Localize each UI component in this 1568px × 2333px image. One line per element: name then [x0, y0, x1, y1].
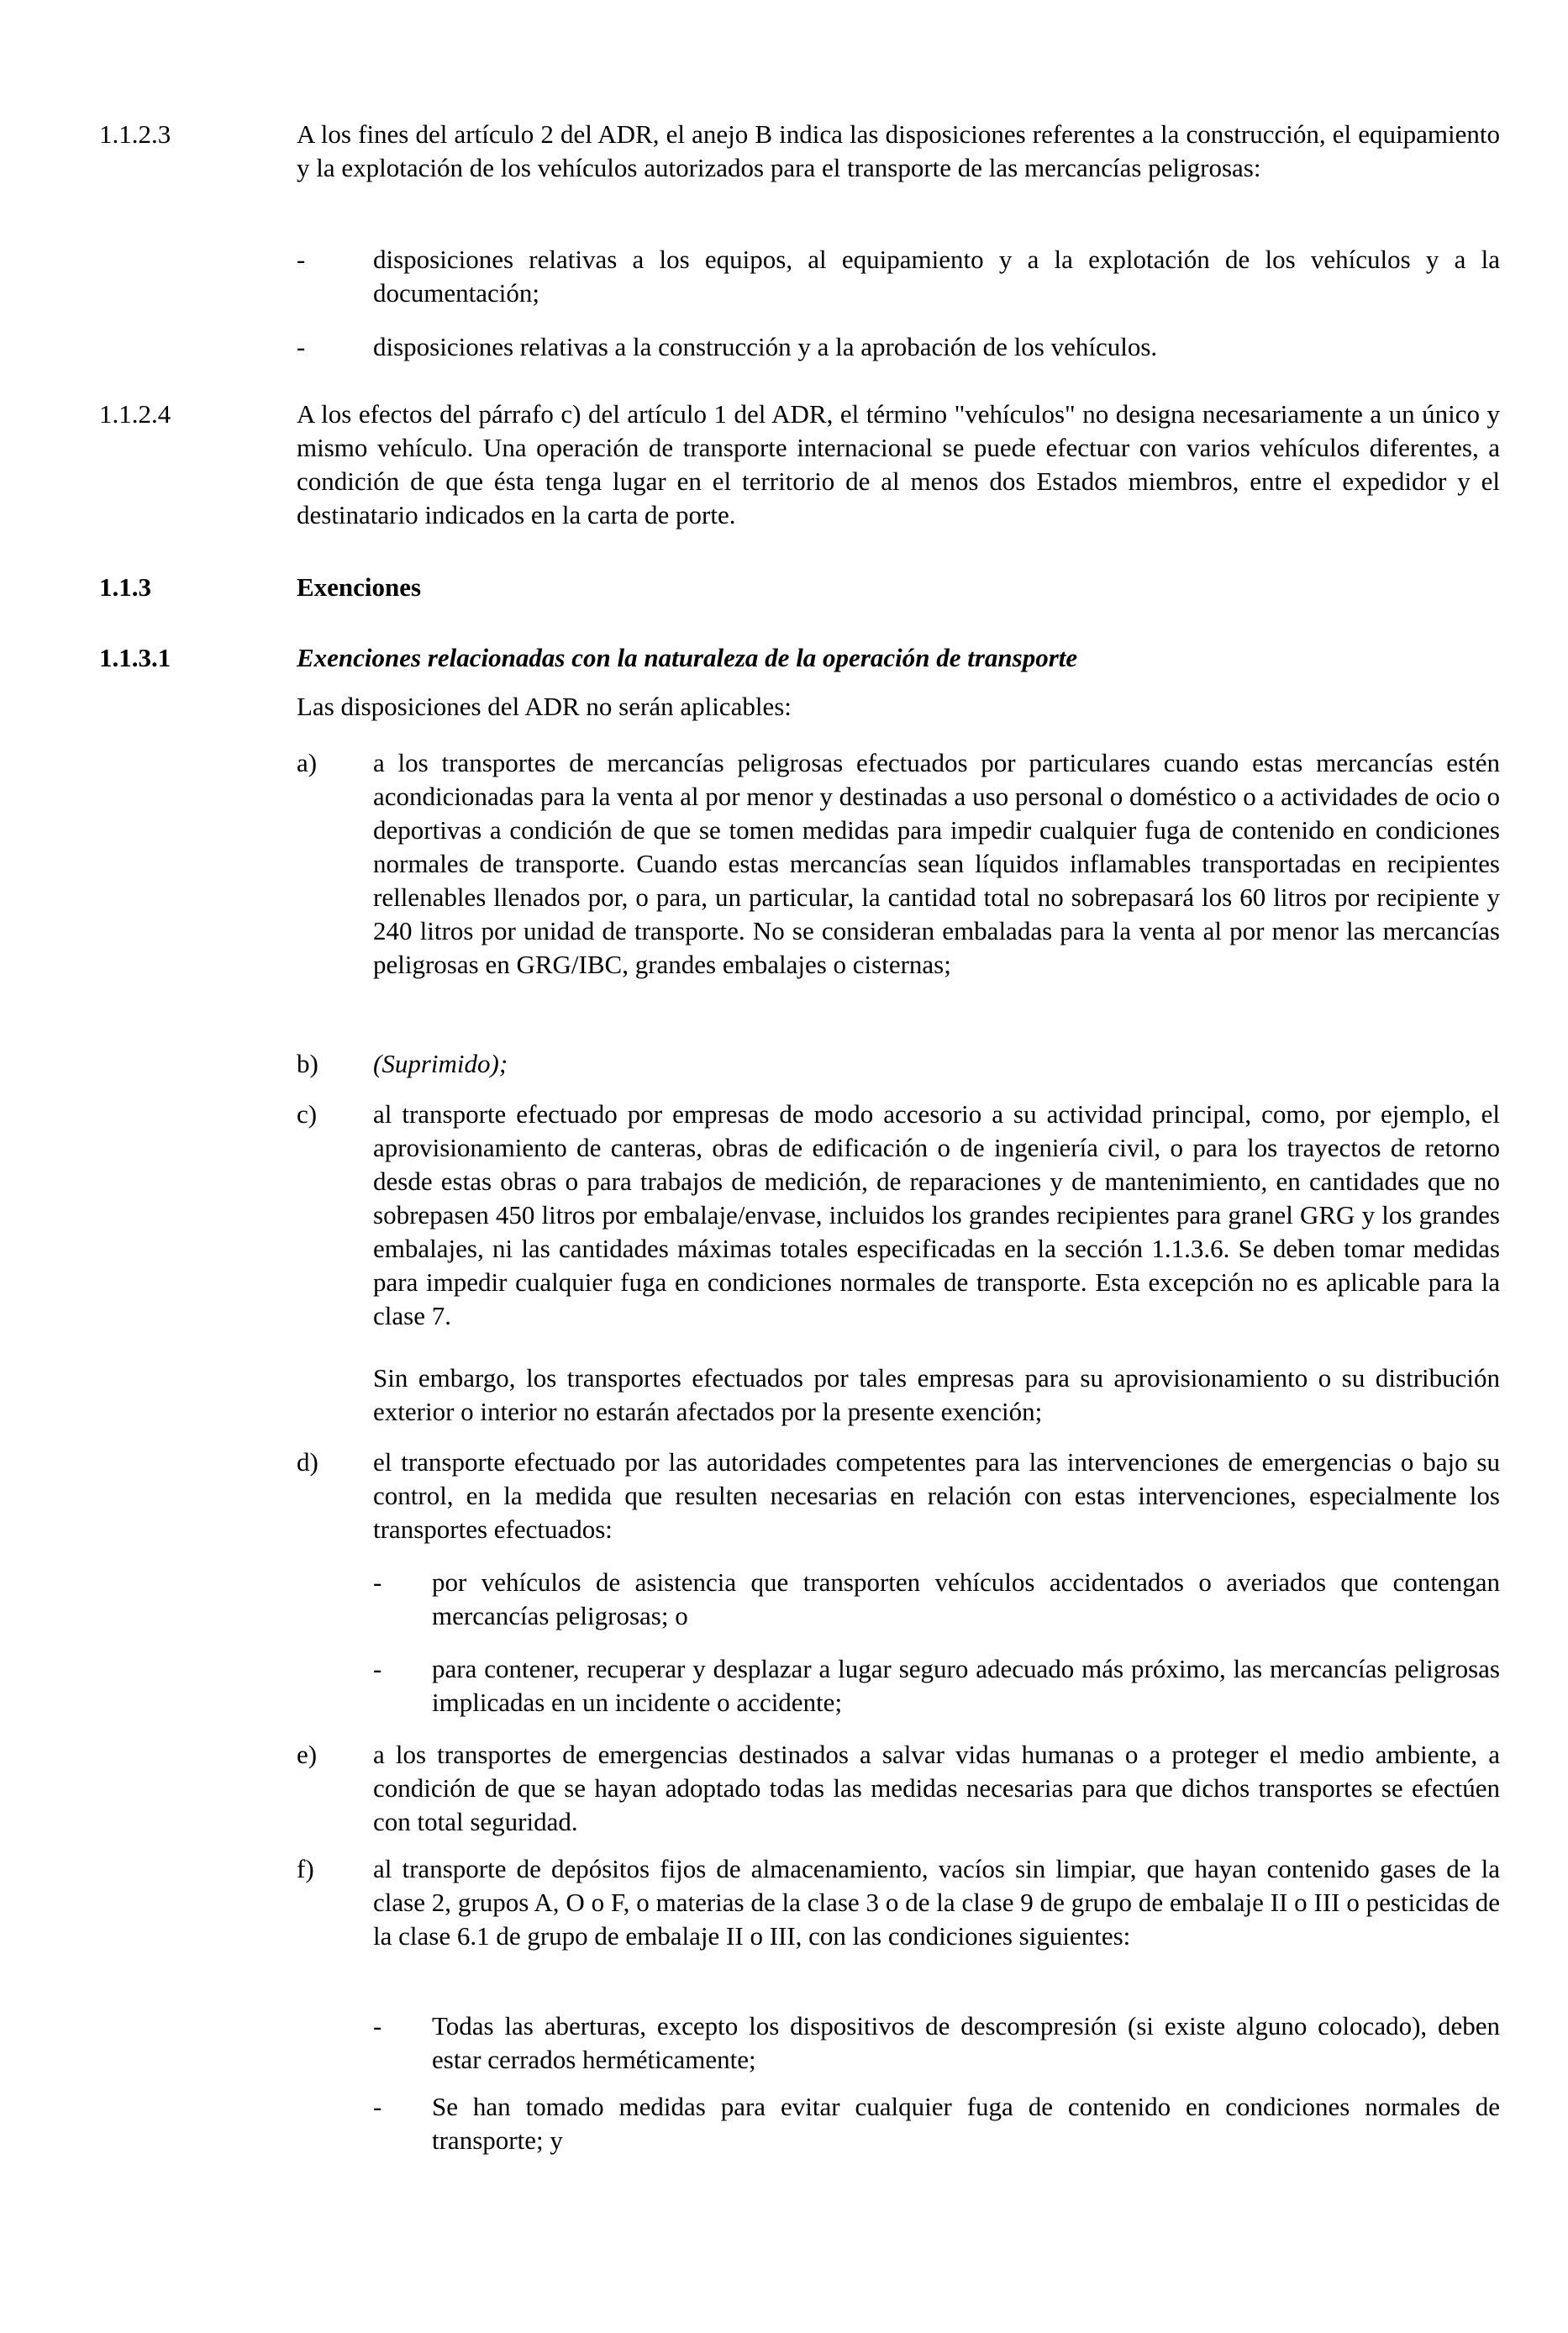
item-marker-c: c)	[297, 1099, 318, 1129]
item-d-bullet-2: para contener, recuperar y desplazar a lugar seguro adecuado más próximo, las mercancías peligrosas implicadas en un incidente o accidente;	[432, 1654, 1500, 1717]
section-number-1-1-3-1: 1.1.3.1	[99, 643, 171, 672]
bullet-marker: -	[373, 1567, 382, 1597]
bullet-marker: -	[373, 2092, 382, 2121]
section-1-1-2-4-text: A los efectos del párrafo c) del artículo 1 del ADR, el término "vehículos" no designa necesariamente a un único y mismo vehículo. Una operación de transporte internacional se puede efectuar con varios vehículos diferentes, a condición de que ésta tenga lugar en el territorio de al menos dos Estados miembros, entre el expedidor y el destinatario indicados en la carta de porte.	[297, 399, 1500, 529]
section-1-1-3-1-intro: Las disposiciones del ADR no serán aplicables:	[297, 692, 792, 721]
section-number-1-1-2-4: 1.1.2.4	[99, 399, 171, 429]
item-d-text: el transporte efectuado por las autoridades competentes para las intervenciones de emergencias o bajo su control, en la medida que resulten necesarias en relación con estas intervenciones, especialmente los transportes efectuados:	[373, 1447, 1500, 1544]
item-d-bullet-1: por vehículos de asistencia que transporten vehículos accidentados o averiados que contengan mercancías peligrosas; o	[432, 1567, 1500, 1630]
bullet-marker: -	[297, 245, 306, 274]
item-c-text-2: Sin embargo, los transportes efectuados por tales empresas para su aprovisionamiento o su distribución exterior o interior no estarán afectados por la presente exención;	[373, 1363, 1500, 1426]
item-marker-e: e)	[297, 1740, 318, 1769]
item-f-text: al transporte de depósitos fijos de almacenamiento, vacíos sin limpiar, que hayan contenido gases de la clase 2, grupos A, O o F, o materias de la clase 3 o de la clase 9 de grupo de embalaje II o III o pesticidas de la clase 6.1 de grupo de embalaje II o III, con las condiciones siguientes:	[373, 1854, 1500, 1951]
item-e-text: a los transportes de emergencias destinados a salvar vidas humanas o a proteger el medio ambiente, a condición de que se hayan adoptado todas las medidas necesarias para que dichos transportes se efectúen con total seguridad.	[373, 1740, 1500, 1836]
section-1-1-3-1-title: Exenciones relacionadas con la naturaleza de la operación de transporte	[297, 643, 1078, 672]
section-1-1-2-3-bullet-1: disposiciones relativas a los equipos, al equipamiento y a la explotación de los vehículos y a la documentación;	[373, 245, 1500, 308]
section-number-1-1-2-3: 1.1.2.3	[99, 119, 171, 149]
bullet-marker: -	[373, 1654, 382, 1683]
item-f-bullet-1: Todas las aberturas, excepto los dispositivos de descompresión (si existe alguno colocado), deben estar cerrados herméticamente;	[432, 2011, 1500, 2074]
item-c-text: al transporte efectuado por empresas de modo accesorio a su actividad principal, como, por ejemplo, el aprovisionamiento de canteras, obras de edificación o de ingeniería civil, o para los trayectos de retorno desde estas obras o para trabajos de medición, de reparaciones y de mantenimiento, en cantidades que no sobrepasen 450 litros por embalaje/envase, incluidos los grandes recipientes para granel GRG y los grandes embalajes, ni las cantidades máximas totales especificadas en la sección 1.1.3.6. Se deben tomar medidas para impedir cualquier fuga en condiciones normales de transporte. Esta excepción no es aplicable para la clase 7.	[373, 1099, 1500, 1330]
item-marker-a: a)	[297, 748, 318, 777]
item-marker-b: b)	[297, 1049, 318, 1078]
item-a-text: a los transportes de mercancías peligrosas efectuados por particulares cuando estas mercancías estén acondicionadas para la venta al por menor y destinadas a uso personal o doméstico o a actividades de ocio o deportivas a condición de que se tomen medidas para impedir cualquier fuga de contenido en condiciones normales de transporte. Cuando estas mercancías sean líquidos inflamables transportadas en recipientes rellenables llenados por, o para, un particular, la cantidad total no sobrepasará los 60 litros por recipiente y 240 litros por unidad de transporte. No se consideran embaladas para la venta al por menor las mercancías peligrosas en GRG/IBC, grandes embalajes o cisternas;	[373, 748, 1500, 979]
bullet-marker: -	[297, 332, 306, 361]
bullet-marker: -	[373, 2011, 382, 2041]
item-b-text: (Suprimido);	[373, 1049, 508, 1078]
item-marker-d: d)	[297, 1447, 318, 1477]
section-number-1-1-3: 1.1.3	[99, 572, 151, 602]
item-marker-f: f)	[297, 1854, 314, 1883]
item-f-bullet-2: Se han tomado medidas para evitar cualquier fuga de contenido en condiciones normales de transporte; y	[432, 2092, 1500, 2155]
section-1-1-3-title: Exenciones	[297, 572, 422, 602]
section-1-1-2-3-bullet-2: disposiciones relativas a la construcción y a la aprobación de los vehículos.	[373, 332, 1158, 361]
section-1-1-2-3-intro: A los fines del artículo 2 del ADR, el anejo B indica las disposiciones referentes a la construcción, el equipamiento y la explotación de los vehículos autorizados para el transporte de las mercancías peligrosas:	[297, 119, 1500, 182]
